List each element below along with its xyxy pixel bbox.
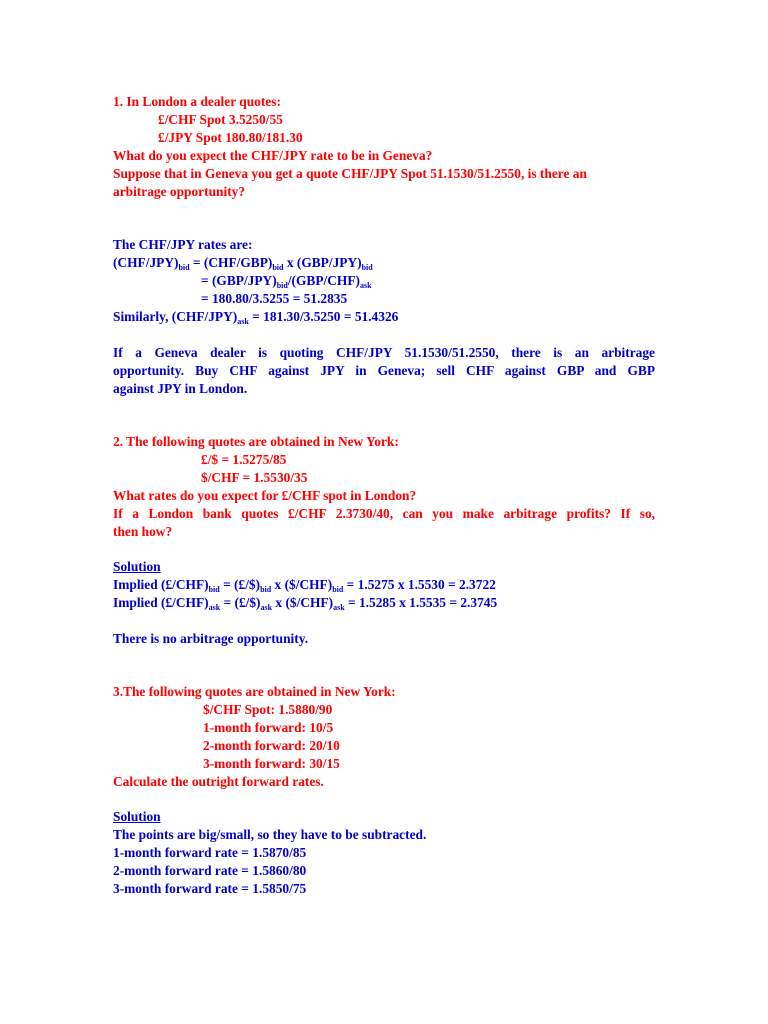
q3-answer-3m: 3-month forward rate = 1.5850/75	[113, 881, 307, 896]
q2-question-2a: If a London bank quotes £/CHF 2.3730/40, can you make arbitrage profits? If so,	[113, 506, 655, 521]
q2-quote-usd-chf: $/CHF = 1.5530/35	[201, 470, 308, 485]
q3-quote-2m: 2-month forward: 20/10	[203, 738, 340, 753]
q3-answer-2m: 2-month forward rate = 1.5860/80	[113, 863, 307, 878]
q3-answer-1m: 1-month forward rate = 1.5870/85	[113, 845, 307, 860]
q1-answer-intro: The CHF/JPY rates are:	[113, 237, 253, 252]
q1-equation-1: $(CHF/JPY)_{bid} = (CHF/GBP)_{bid}$ x $(GBP/JPY)_{bid}$	[113, 255, 373, 272]
q2-solution-label: Solution	[113, 559, 161, 574]
q3-answer-1: The points are big/small, so they have to be subtracted.	[113, 827, 427, 842]
q1-equation-3: = 180.80/3.5255 = 51.2835	[201, 291, 348, 306]
q2-quote-gbp-usd: £/$ = 1.5275/85	[201, 452, 287, 467]
q1-equation-2: = $(GBP/JPY)_{bid}/(GBP/CHF)_{ask}$	[201, 273, 372, 290]
q1-title: 1. In London a dealer quotes:	[113, 94, 281, 109]
q3-quote-3m: 3-month forward: 30/15	[203, 756, 340, 771]
q2-equation-bid: Implied $(£/CHF)_{bid}$ = $(£/\$)_{bid}$ x $(\$/CHF)_{bid} = 1.5275$ x 1.5530 = 2.3722	[113, 577, 496, 594]
q2-equation-ask: Implied $(£/CHF)_{ask}$ = $(£/\$)_{ask}$ x $(\$/CHF)_{ask} = 1.5285$ x 1.5535 = 2.3745	[113, 595, 498, 612]
q3-quote-1m: 1-month forward: 10/5	[203, 720, 334, 735]
q1-quote-gbp-jpy: £/JPY Spot 180.80/181.30	[158, 130, 303, 145]
q3-question: Calculate the outright forward rates.	[113, 774, 324, 789]
q1-equation-4: Similarly, $(CHF/JPY)_{ask} = 181.30/3.5250 = 51.4326$	[113, 309, 399, 326]
q2-conclusion: There is no arbitrage opportunity.	[113, 631, 309, 646]
q1-question-2b: arbitrage opportunity?	[113, 184, 246, 199]
q1-question-2a: Suppose that in Geneva you get a quote CHF/JPY Spot 51.1530/51.2550, is there an	[113, 166, 587, 181]
q2-question-1: What rates do you expect for £/CHF spot in London?	[113, 488, 417, 503]
q1-conclusion-2: opportunity. Buy CHF against JPY in Geneva; sell CHF against GBP and GBP	[113, 363, 655, 378]
q3-title: 3.The following quotes are obtained in New York:	[113, 684, 396, 699]
q3-solution-label: Solution	[113, 809, 161, 824]
q1-question-1: What do you expect the CHF/JPY rate to be in Geneva?	[113, 148, 433, 163]
q1-quote-gbp-chf: £/CHF Spot 3.5250/55	[158, 112, 283, 127]
q2-question-2b: then how?	[113, 524, 173, 539]
q1-conclusion-3: against JPY in London.	[113, 381, 248, 396]
q3-quote-spot: $/CHF Spot: 1.5880/90	[203, 702, 333, 717]
q1-conclusion-1: If a Geneva dealer is quoting CHF/JPY 51.1530/51.2550, there is an arbitrage	[113, 345, 655, 360]
q2-title: 2. The following quotes are obtained in New York:	[113, 434, 399, 449]
